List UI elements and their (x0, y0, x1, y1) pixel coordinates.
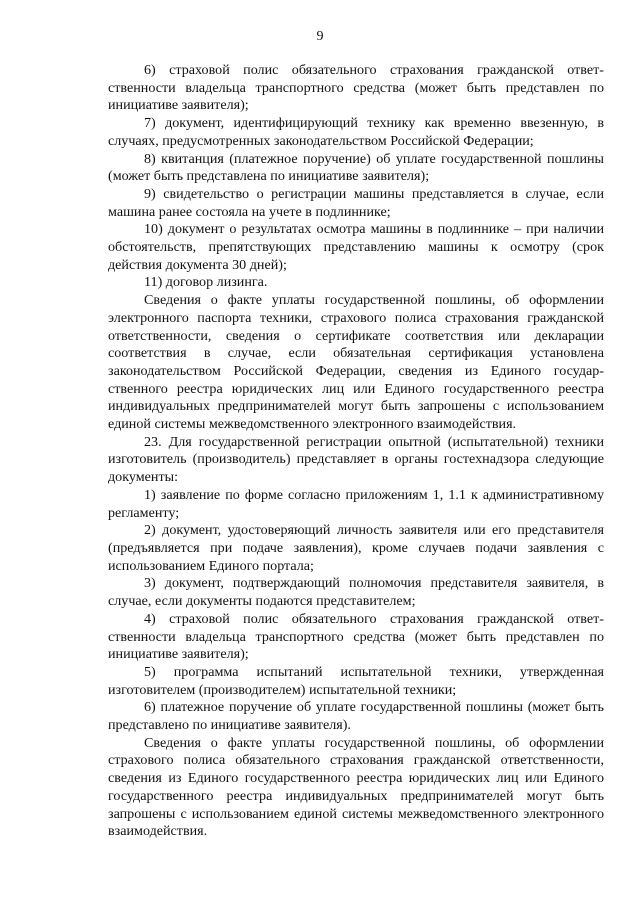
paragraph-interagency-request-final: Сведения о факте уплаты государственной пошлины, об оформлении страхового полиса обязательного страхования гражданской ответственности, сведения из Единого государственного реестра юридических лиц или Единого государственного реестра индивидуальных предпринимателей могут быть запрошены с использованием единой системы межведомственного электронного взаимодействия. (108, 734, 604, 840)
list-item-6-payment-order: 6) платежное поручение об уплате государственной пошлины (может быть представлено по инициативе заявителя). (108, 699, 604, 734)
list-item-7-identification-document: 7) документ, идентифицирующий технику как временно ввезенную, в случаях, предусмотренных законодательством Российской Федерации; (108, 115, 604, 149)
list-item-11-leasing-contract: 11) договор лизинга. (144, 274, 268, 291)
document-body (108, 62, 604, 841)
list-item-1-application: 1) заявление по форме согласно приложениям 1, 1.1 к административному регламенту; (108, 486, 604, 521)
paragraph-section-23: 23. Для государственной регистрации опытной (испытательной) техники изготовитель (производитель) представляет в органы гостехнадзора следующие документы: (108, 433, 604, 486)
list-item-5-test-program: 5) программа испытаний испытательной техники, утвержденная изготовителем (производителем) испытательной техники; (108, 663, 604, 698)
list-item-2-identity-document: 2) документ, удостоверяющий личность заявителя или его представителя (предъявляется при подаче заявления), кроме случаев подачи заявления с использованием Единого портала; (108, 522, 604, 574)
paragraph-interagency-request: Сведения о факте уплаты государственной пошлины, об оформлении электронного паспорта техники, страхового полиса страхования гражданской ответственности, сведения о сертификате соответствия или декларации соответствия в случае, если обязательная сертификация установлена законодательством Российской Федерации, сведения из Единого государственного реестра юридических лиц или Единого государственного реестра индивидуальных предпринимателей могут быть запрошены с использованием единой системы межведомственного электронного взаимодействия. (108, 292, 604, 433)
list-item-9-registration-certificate: 9) свидетельство о регистрации машины представляется в случае, если машина ранее состояла на учете в подлиннике; (108, 185, 604, 220)
page-number: 9 (316, 29, 324, 44)
list-item-6-insurance-policy: 6) страховой полис обязательного страхования гражданской ответственности владельца транспортного средства (может быть представлен по инициативе заявителя); (108, 62, 604, 114)
list-item-8-fee-receipt: 8) квитанция (платежное поручение) об уплате государственной пошлины (может быть представлена по инициативе заявителя); (108, 150, 604, 185)
list-item-10-inspection-document: 10) документ о результатах осмотра машины в подлиннике – при наличии обстоятельств, препятствующих представлению машины к осмотру (срок действия документа 30 дней); (108, 221, 604, 273)
list-item-3-authority-document: 3) документ, подтверждающий полномочия представителя заявителя, в случае, если документы подаются представителем; (108, 575, 604, 610)
list-item-4-insurance-policy: 4) страховой полис обязательного страхования гражданской ответственности владельца транспортного средства (может быть представлен по инициативе заявителя); (108, 610, 604, 663)
